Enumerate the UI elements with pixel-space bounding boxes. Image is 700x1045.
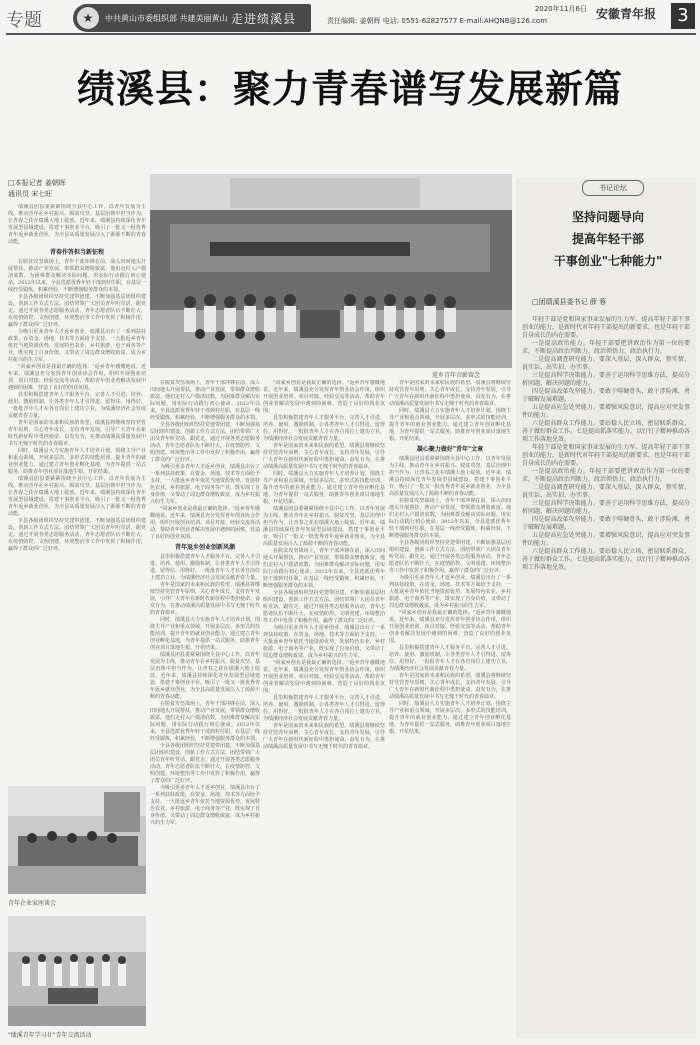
paragraph: 青年是国家的未来和民族的希望。绩溪县将继续坚持党管青年原则，关心青年成长，支持青年发展，引导广大青年在新时代新征程中勇担使命、奋发有为，在推动绩溪高质量发展中书写无愧于时代的青春篇章。 — [389, 673, 511, 700]
paragraph: 县里积极搭建青年人才服务平台，完善人才引进、培养、使用、激励机制，让各类青年人才引得进、留得住、用得好。一批批青年人才在各自岗位上建功立业，为绩溪经济社会发展贡献青春力量。 — [8, 392, 146, 419]
paragraph: "回家乡创业是我最正确的选择。"返乡青年感慨地说。近年来，绩溪县充分发挥青年创业协会作用，组织开展创业培训、项目对接、经验交流等活动，帮助青年创业者解决发展中遇到的困难，营造了良好的创业氛围。 — [389, 610, 511, 644]
paragraph: 全县各级团组织坚持党建带团建，不断加强基层团组织建设，创新工作方式方法，团结带领广大团员青年听党话、跟党走。通过开展各类志愿服务活动，青年志愿者队伍不断壮大，在疫情防控、文明创建、环境整治等工作中发挥了积极作用，赢得了群众的广泛好评。 — [150, 743, 260, 784]
paragraph: 青年是国家的未来和民族的希望。绩溪县将继续坚持党管青年原则，关心青年成长，支持青年发展，引导广大青年在新时代新征程中勇担使命、奋发有为，在推动绩溪高质量发展中书写无愧于时代的青春篇章。 — [389, 380, 511, 407]
paper-name: 安徽青年报 — [596, 7, 657, 21]
sidebar-title-line-3: 干事创业"七种能力" — [553, 254, 663, 268]
paragraph: 年轻干部是党和国家事业发展的生力军。提高年轻干部干事创业的能力，是新时代对年轻干部提出的新要求，也是年轻干部自身成长的内在需要。 — [522, 444, 690, 467]
paragraph: 为吸引更多青年人才返乡创业，绩溪县出台了一系列扶持政策，在资金、场地、技术等方面给予支持。一大批返乡青年依托当地资源优势，发展特色农业、乡村旅游、电子商务等产业，既实现了自身价值，又带动了周边群众增收致富，成为乡村振兴的生力军。 — [150, 464, 260, 505]
paragraph: 为吸引更多青年人才返乡创业，绩溪县出台了一系列扶持政策，在资金、场地、技术等方面给予支持。一大批返乡青年依托当地资源优势，发展特色农业、乡村旅游、电子商务等产业，既实现了自身价值，又带动了周边群众增收致富，成为乡村振兴的生力军。 — [8, 329, 146, 363]
sidebar-title — [520, 206, 696, 272]
paragraph: 青年是国家的未来和民族的希望。绩溪县将继续坚持党管青年原则，关心青年成长，支持青年发展，引导广大青年在新时代新征程中勇担使命、奋发有为，在推动绩溪高质量发展中书写无愧于时代的青春篇章。 — [263, 443, 385, 470]
paragraph: 四是提高改革攻坚能力。要敢于啃硬骨头，敢于涉险滩，勇于破解发展难题。 — [522, 388, 690, 403]
paragraph: 绩溪县团县委紧紧围绕全县中心工作，以青年发展为主线，推动青年在乡村振兴、脱贫攻坚、基层治理中担当作为，让青春之花在绩溪大地上绽放。近年来，绩溪县持续深化青年发展型县域建设，搭建干事创业平台，吸引了一批又一批优秀青年返乡就业创业，为全县高质量发展注入了源源不断的青春动能。 — [150, 652, 260, 700]
issue-date: 2020年11月6日 — [534, 5, 587, 13]
editor-line: 责任编辑: 姜朝晖 电话: 0551-62827577 E-mail:AHQNB@126.com — [327, 17, 548, 25]
paragraph: 在脱贫攻坚战场上，青年干部冲锋在前，深入田间地头开展帮扶，推动产业发展，带领群众增收致富。他们走村入户摸清底数，为困难群众解决实际问题，用实际行动践行初心使命。2012年以来，全县选派优秀年轻干部到村任职，在基层一线经受锻炼，积累经验，不断增强服务群众的本领。 — [150, 380, 260, 421]
paragraph: 一是提高政治能力。年轻干部要把讲政治作为第一位的要求，不断提高政治判断力、政治领悟力、政治执行力。 — [522, 468, 690, 483]
paragraph: 同时，绩溪县大力实施青年人才培养计划，围绕主导产业和重点领域，开展多层次、多形式的技能培训，提升青年的就业创业能力。通过建立青年创业孵化基地，为青年提供一站式服务，助推青年创业项目落地生根、开花结果。 — [150, 617, 260, 651]
meeting-photo-caption: 青年企业家座谈会 — [8, 900, 57, 907]
main-photo-caption: 返乡青年合影留念 — [432, 372, 481, 379]
article-column-2 — [150, 380, 260, 1038]
byline — [8, 178, 66, 200]
paragraph: 二是提高调查研究能力。要深入基层、深入群众，察实情、说实话、出实招、办实事。 — [522, 484, 690, 499]
paragraph: 全县各级团组织坚持党建带团建，不断加强基层团组织建设，创新工作方式方法，团结带领广大团员青年听党话、跟党走。通过开展各类志愿服务活动，青年志愿者队伍不断壮大，在疫情防控、文明创建、环境整治等工作中发挥了积极作用，赢得了群众的广泛好评。 — [263, 590, 385, 624]
sidebar-tag: 书记论坛 — [582, 180, 644, 196]
byline-reporter: □本报记者 姜朝晖 — [8, 179, 66, 187]
paragraph: 同时，绩溪县大力实施青年人才培养计划，围绕主导产业和重点领域，开展多层次、多形式的技能培训，提升青年的就业创业能力。通过建立青年创业孵化基地，为青年提供一站式服务，助推青年创业项目落地生根、开花结果。 — [389, 408, 511, 442]
paragraph: 同时，绩溪县大力实施青年人才培养计划，围绕主导产业和重点领域，开展多层次、多形式的技能培训，提升青年的就业创业能力。通过建立青年创业孵化基地，为青年提供一站式服务，助推青年创业项目落地生根、开花结果。 — [263, 471, 385, 505]
paragraph: 县里积极搭建青年人才服务平台，完善人才引进、培养、使用、激励机制，让各类青年人才引得进、留得住、用得好。一批批青年人才在各自岗位上建功立业，为绩溪经济社会发展贡献青春力量。 — [389, 645, 511, 672]
paragraph: "回家乡创业是我最正确的选择。"返乡青年感慨地说。近年来，绩溪县充分发挥青年创业协会作用，组织开展创业培训、项目对接、经验交流等活动，帮助青年创业者解决发展中遇到的困难，营造了良好的创业氛围。 — [150, 506, 260, 540]
byline-correspondent: 通讯员 宋七旺 — [8, 190, 53, 198]
article-column-3 — [263, 380, 385, 1038]
paragraph: 为吸引更多青年人才返乡创业，绩溪县出台了一系列扶持政策，在资金、场地、技术等方面给予支持。一大批返乡青年依托当地资源优势，发展特色农业、乡村旅游、电子商务等产业，既实现了自身价值，又带动了周边群众增收致富，成为乡村振兴的生力军。 — [150, 785, 260, 826]
article-column-1 — [8, 204, 146, 776]
main-photo — [150, 174, 512, 368]
paragraph: 县里积极搭建青年人才服务平台，完善人才引进、培养、使用、激励机制，让各类青年人才引得进、留得住、用得好。一批批青年人才在各自岗位上建功立业，为绩溪经济社会发展贡献青春力量。 — [150, 554, 260, 581]
activity-photo — [8, 916, 146, 1026]
sidebar-title-line-1: 坚持问题导向 — [571, 210, 644, 224]
paragraph: 青年是国家的未来和民族的希望。绩溪县将继续坚持党管青年原则，关心青年成长，支持青年发展，引导广大青年在新时代新征程中勇担使命、奋发有为，在推动绩溪高质量发展中书写无愧于时代的青春篇章。 — [263, 723, 385, 750]
paragraph: 青年是国家的未来和民族的希望。绩溪县将继续坚持党管青年原则，关心青年成长，支持青年发展，引导广大青年在新时代新征程中勇担使命、奋发有为，在推动绩溪高质量发展中书写无愧于时代的青春篇章。 — [8, 420, 146, 447]
subheading: 凝心聚力做好"青年"文章 — [416, 446, 484, 453]
paragraph: 全县各级团组织坚持党建带团建，不断加强基层团组织建设，创新工作方式方法，团结带领广大团员青年听党话、跟党走。通过开展各类志愿服务活动，青年志愿者队伍不断壮大，在疫情防控、文明创建、环境整治等工作中发挥了积极作用，赢得了群众的广泛好评。 — [8, 294, 146, 328]
paragraph: 全县各级团组织坚持党建带团建，不断加强基层团组织建设，创新工作方式方法，团结带领广大团员青年听党话、跟党走。通过开展各类志愿服务活动，青年志愿者队伍不断壮大，在疫情防控、文明创建、环境整治等工作中发挥了积极作用，赢得了群众的广泛好评。 — [8, 518, 146, 552]
page-header — [0, 0, 700, 40]
paragraph: 青年是国家的未来和民族的希望。绩溪县将继续坚持党管青年原则，关心青年成长，支持青年发展，引导广大青年在新时代新征程中勇担使命、奋发有为，在推动绩溪高质量发展中书写无愧于时代的青春篇章。 — [150, 582, 260, 616]
paragraph: 五是提高应急处突能力。要增强风险意识，提高应对突发事件的能力。 — [522, 532, 690, 547]
meeting-photo-image — [8, 786, 146, 894]
paragraph: 四是提高改革攻坚能力。要敢于啃硬骨头，敢于涉险滩，勇于破解发展难题。 — [522, 516, 690, 531]
header-meta — [327, 4, 587, 26]
paragraph: 为吸引更多青年人才返乡创业，绩溪县出台了一系列扶持政策，在资金、场地、技术等方面给予支持。一大批返乡青年依托当地资源优势，发展特色农业、乡村旅游、电子商务等产业，既实现了自身价值，又带动了周边群众增收致富，成为乡村振兴的生力军。 — [389, 575, 511, 609]
paragraph: 绩溪县团县委紧紧围绕全县中心工作，以青年发展为主线，推动青年在乡村振兴、脱贫攻坚、基层治理中担当作为，让青春之花在绩溪大地上绽放。近年来，绩溪县持续深化青年发展型县域建设，搭建干事创业平台，吸引了一批又一批优秀青年返乡就业创业，为全县高质量发展注入了源源不断的青春动能。 — [389, 456, 511, 497]
page-number: 3 — [671, 3, 695, 29]
party-emblem-icon: ★ — [77, 7, 99, 29]
paragraph: 绩溪县团县委紧紧围绕全县中心工作，以青年发展为主线，推动青年在乡村振兴、脱贫攻坚、基层治理中担当作为，让青春之花在绩溪大地上绽放。近年来，绩溪县持续深化青年发展型县域建设，搭建干事创业平台，吸引了一批又一批优秀青年返乡就业创业，为全县高质量发展注入了源源不断的青春动能。 — [263, 506, 385, 547]
paragraph: 在脱贫攻坚战场上，青年干部冲锋在前，深入田间地头开展帮扶，推动产业发展，带领群众增收致富。他们走村入户摸清底数，为困难群众解决实际问题，用实际行动践行初心使命。2012年以来，全县选派优秀年轻干部到村任职，在基层一线经受锻炼，积累经验，不断增强服务群众的本领。 — [263, 548, 385, 589]
header-banner — [73, 4, 311, 32]
paragraph: 同时，绩溪县大力实施青年人才培养计划，围绕主导产业和重点领域，开展多层次、多形式的技能培训，提升青年的就业创业能力。通过建立青年创业孵化基地，为青年提供一站式服务，助推青年创业项目落地生根、开花结果。 — [8, 448, 146, 475]
paragraph: 年轻干部是党和国家事业发展的生力军。提高年轻干部干事创业的能力，是新时代对年轻干部提出的新要求，也是年轻干部自身成长的内在需要。 — [522, 316, 690, 339]
paragraph: 五是提高应急处突能力。要增强风险意识，提高应对突发事件的能力。 — [522, 404, 690, 419]
paragraph: 一是提高政治能力。年轻干部要把讲政治作为第一位的要求，不断提高政治判断力、政治领悟力、政治执行力。 — [522, 340, 690, 355]
paragraph: 全县各级团组织坚持党建带团建，不断加强基层团组织建设，创新工作方式方法，团结带领广大团员青年听党话、跟党走。通过开展各类志愿服务活动，青年志愿者队伍不断壮大，在疫情防控、文明创建、环境整治等工作中发挥了积极作用，赢得了群众的广泛好评。 — [389, 540, 511, 574]
paragraph: 在脱贫攻坚战场上，青年干部冲锋在前，深入田间地头开展帮扶，推动产业发展，带领群众增收致富。他们走村入户摸清底数，为困难群众解决实际问题，用实际行动践行初心使命。2012年以来，全县选派优秀年轻干部到村任职，在基层一线经受锻炼，积累经验，不断增强服务群众的本领。 — [8, 259, 146, 293]
article-column-4 — [389, 380, 511, 1038]
meeting-photo — [8, 786, 146, 894]
banner-org: 中共黄山市委组织部 共建美丽黄山 — [105, 14, 228, 23]
paragraph: 三是提高科学决策能力。要善于运用科学思维方法，提高分析问题、解决问题的能力。 — [522, 500, 690, 515]
activity-photo-caption: "绩溪青年学习社"青年交流活动 — [8, 1032, 92, 1039]
section-label: 专题 — [6, 10, 42, 31]
paragraph: "回家乡创业是我最正确的选择。"返乡青年感慨地说。近年来，绩溪县充分发挥青年创业协会作用，组织开展创业培训、项目对接、经验交流等活动，帮助青年创业者解决发展中遇到的困难，营造了良好的创业氛围。 — [263, 380, 385, 414]
paragraph: 县里积极搭建青年人才服务平台，完善人才引进、培养、使用、激励机制，让各类青年人才引得进、留得住、用得好。一批批青年人才在各自岗位上建功立业，为绩溪经济社会发展贡献青春力量。 — [263, 415, 385, 442]
sidebar-author: □团绩溪县委书记 薛 蓉 — [532, 298, 607, 306]
sidebar-body — [522, 316, 690, 1034]
header-divider — [6, 33, 696, 35]
paragraph: 绩溪县团县委紧紧围绕全县中心工作，以青年发展为主线，推动青年在乡村振兴、脱贫攻坚、基层治理中担当作为，让青春之花在绩溪大地上绽放。近年来，绩溪县持续深化青年发展型县域建设，搭建干事创业平台，吸引了一批又一批优秀青年返乡就业创业，为全县高质量发展注入了源源不断的青春动能。 — [8, 476, 146, 517]
paragraph: 绩溪县团县委紧紧围绕全县中心工作，以青年发展为主线，推动青年在乡村振兴、脱贫攻坚、基层治理中担当作为，让青春之花在绩溪大地上绽放。近年来，绩溪县持续深化青年发展型县域建设，搭建干事创业平台，吸引了一批又一批优秀青年返乡就业创业，为全县高质量发展注入了源源不断的青春动能。 — [8, 204, 146, 245]
paragraph: 全县各级团组织坚持党建带团建，不断加强基层团组织建设，创新工作方式方法，团结带领广大团员青年听党话、跟党走。通过开展各类志愿服务活动，青年志愿者队伍不断壮大，在疫情防控、文明创建、环境整治等工作中发挥了积极作用，赢得了群众的广泛好评。 — [150, 422, 260, 463]
paragraph: 在脱贫攻坚战场上，青年干部冲锋在前，深入田间地头开展帮扶，推动产业发展，带领群众增收致富。他们走村入户摸清底数，为困难群众解决实际问题，用实际行动践行初心使命。2012年以来，全县选派优秀年轻干部到村任职，在基层一线经受锻炼，积累经验，不断增强服务群众的本领。 — [150, 701, 260, 742]
banner-slogan: 走进绩溪县 — [231, 12, 297, 26]
subheading: 青春作答担当新征程 — [49, 249, 104, 256]
article-headline: 绩溪县：聚力青春谱写发展新篇 — [76, 66, 623, 111]
paragraph: 三是提高科学决策能力。要善于运用科学思维方法，提高分析问题、解决问题的能力。 — [522, 372, 690, 387]
paragraph: 六是提高群众工作能力。要站稳人民立场，密切联系群众，善于做好群众工作。七是提高抓落实能力，以钉钉子精神推动各项工作落地见效。 — [522, 548, 690, 571]
paragraph: "回家乡创业是我最正确的选择。"返乡青年感慨地说。近年来，绩溪县充分发挥青年创业协会作用，组织开展创业培训、项目对接、经验交流等活动，帮助青年创业者解决发展中遇到的困难，营造了良好的创业氛围。 — [263, 660, 385, 694]
paragraph: 六是提高群众工作能力。要站稳人民立场，密切联系群众，善于做好群众工作。七是提高抓落实能力，以钉钉子精神推动各项工作落地见效。 — [522, 420, 690, 443]
paragraph: 为吸引更多青年人才返乡创业，绩溪县出台了一系列扶持政策，在资金、场地、技术等方面给予支持。一大批返乡青年依托当地资源优势，发展特色农业、乡村旅游、电子商务等产业，既实现了自身价值，又带动了周边群众增收致富，成为乡村振兴的生力军。 — [263, 625, 385, 659]
paragraph: 二是提高调查研究能力。要深入基层、深入群众，察实情、说实话、出实招、办实事。 — [522, 356, 690, 371]
sidebar-title-line-2: 提高年轻干部 — [571, 232, 644, 246]
paragraph: 在脱贫攻坚战场上，青年干部冲锋在前，深入田间地头开展帮扶，推动产业发展，带领群众增收致富。他们走村入户摸清底数，为困难群众解决实际问题，用实际行动践行初心使命。2012年以来，全县选派优秀年轻干部到村任职，在基层一线经受锻炼，积累经验，不断增强服务群众的本领。 — [389, 498, 511, 539]
paragraph: "回家乡创业是我最正确的选择。"返乡青年感慨地说。近年来，绩溪县充分发挥青年创业协会作用，组织开展创业培训、项目对接、经验交流等活动，帮助青年创业者解决发展中遇到的困难，营造了良好的创业氛围。 — [8, 364, 146, 391]
paragraph: 县里积极搭建青年人才服务平台，完善人才引进、培养、使用、激励机制，让各类青年人才引得进、留得住、用得好。一批批青年人才在各自岗位上建功立业，为绩溪经济社会发展贡献青春力量。 — [263, 695, 385, 722]
paragraph: 同时，绩溪县大力实施青年人才培养计划，围绕主导产业和重点领域，开展多层次、多形式的技能培训，提升青年的就业创业能力。通过建立青年创业孵化基地，为青年提供一站式服务，助推青年创业项目落地生根、开花结果。 — [389, 701, 511, 735]
group-photo-image — [150, 174, 512, 368]
activity-photo-image — [8, 916, 146, 1026]
subheading: 青年返乡创业创新风潮 — [174, 544, 235, 551]
